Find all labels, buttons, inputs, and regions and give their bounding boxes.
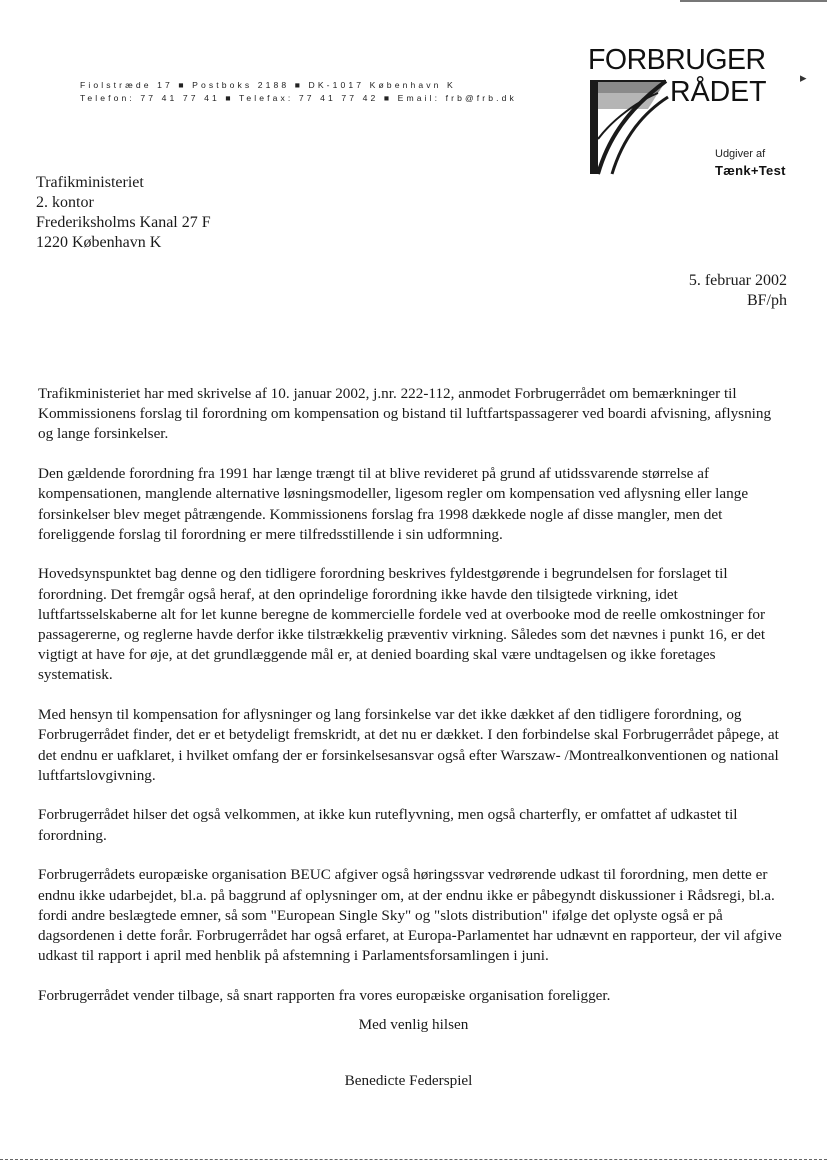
contact-line-address: Fiolstræde 17 ■ Postboks 2188 ■ DK-1017 København K bbox=[80, 80, 456, 90]
recipient-postal-city: 1220 København K bbox=[36, 234, 162, 251]
logo-text-forbruger: FORBRUGER bbox=[588, 44, 766, 76]
logo-emblem-icon bbox=[588, 79, 678, 179]
logo-text-raadet: RÅDET bbox=[670, 76, 767, 108]
letter-body bbox=[38, 384, 788, 1026]
body-paragraph-4: Med hensyn til kompensation for aflysninger og lang forsinkelse var det ikke dækket af den tidligere forordning, og Forbrugerrådet finder, det er et betydeligt fremskridt, at det nu er dækket. I den forbindelse skal Forbrugerrådet påpege, at det endnu er uafklaret, i hvilket omfang der er forsinkelsesansvar også efter Warszaw- /Montrealkonventionen og national luftfartslovgivning. bbox=[38, 706, 779, 784]
scan-edge-line-bottom bbox=[0, 1159, 827, 1160]
contact-line-phone: Telefon: 77 41 77 41 ■ Telefax: 77 41 77 42 ■ Email: frb@frb.dk bbox=[80, 93, 517, 103]
body-paragraph-3: Hovedsynspunktet bag denne og den tidligere forordning beskrives fyldestgørende i begrundelsen for forslaget til forordning. Det fremgår også heraf, at den oprindelige forordning ikke havde den tilsigtede virkning, idet luftfartsselskaberne alt for let kunne beregne de kommercielle fordele ved at overbooke mod de reelle omkostninger for passagererne, og reglerne havde derfor ikke tilstrækkelig præventiv virkning. Således som det nævnes i punkt 16, er det vigtigt at have for øje, at det grundlæggende mål er, at denied boarding skal være undtagelsen og ikke foretages systematisk. bbox=[38, 565, 766, 684]
body-paragraph-5: Forbrugerrådet hilser det også velkommen, at ikke kun ruteflyvning, men også charterfly, er omfattet af udkastet til forordning. bbox=[38, 806, 738, 844]
recipient-street: Frederiksholms Kanal 27 F bbox=[36, 214, 211, 231]
letter-date: 5. februar 2002 bbox=[688, 272, 787, 289]
publisher-brand-taenk-test: Tænk+Test bbox=[715, 163, 786, 178]
body-paragraph-6: Forbrugerrådets europæiske organisation BEUC afgiver også høringssvar vedrørende udkast til forordning, men dette er endnu ikke udarbejdet, bl.a. på baggrund af oplysninger om, at der endnu ikke er påbegyndt diskussioner i Rådsregi, bl.a. fordi andre beslægtede emner, så som "European Single Sky" og "slots distribution" ifølge det oplyste også er på dagsordenen i dette forår. Forbrugerrådet har også erfaret, at Europa-Parlamentet har udnævnt en rapporteur, der vil afgive udkast til rapport i april med henblik på afstemning i Parlamentsforsamlingen i juni. bbox=[38, 866, 782, 965]
recipient-name: Trafikministeriet bbox=[36, 174, 144, 191]
closing-greeting: Med venlig hilsen bbox=[358, 1016, 469, 1033]
body-paragraph-1: Trafikministeriet har med skrivelse af 10. januar 2002, j.nr. 222-112, anmodet Forbrugerrådet om bemærkninger til Kommissionens forslag til forordning om kompensation og bistand til luftfartspassagerer ved boardi afvisning, aflysning og lange forsinkelser. bbox=[38, 385, 772, 443]
margin-mark-icon: ▸ bbox=[800, 70, 807, 85]
signatory-name: Benedicte Federspiel bbox=[344, 1072, 473, 1089]
recipient-address bbox=[36, 173, 211, 253]
body-paragraph-2: Den gældende forordning fra 1991 har længe trængt til at blive revideret på grund af utidssvarende størrelse af kompensationen, manglende alternative løsningsmodeller, ligesom regler om kompensation ved aflysning eller lange forsinkelser blev meget påtrængende. Kommissionens forslag fra 1998 dækkede nogle af disse mangler, men det foreliggende forslag til forordning er mere tilfredsstillende i sin udformning. bbox=[38, 465, 749, 543]
publisher-label: Udgiver af bbox=[715, 148, 766, 160]
contact-block bbox=[80, 79, 517, 105]
body-paragraph-7: Forbrugerrådet vender tilbage, så snart rapporten fra vores europæiske organisation foreligger. bbox=[38, 986, 611, 1004]
scan-edge-line-top bbox=[680, 0, 827, 2]
letter-reference: BF/ph bbox=[746, 292, 787, 309]
recipient-department: 2. kontor bbox=[36, 194, 94, 211]
date-reference-block bbox=[689, 271, 787, 311]
